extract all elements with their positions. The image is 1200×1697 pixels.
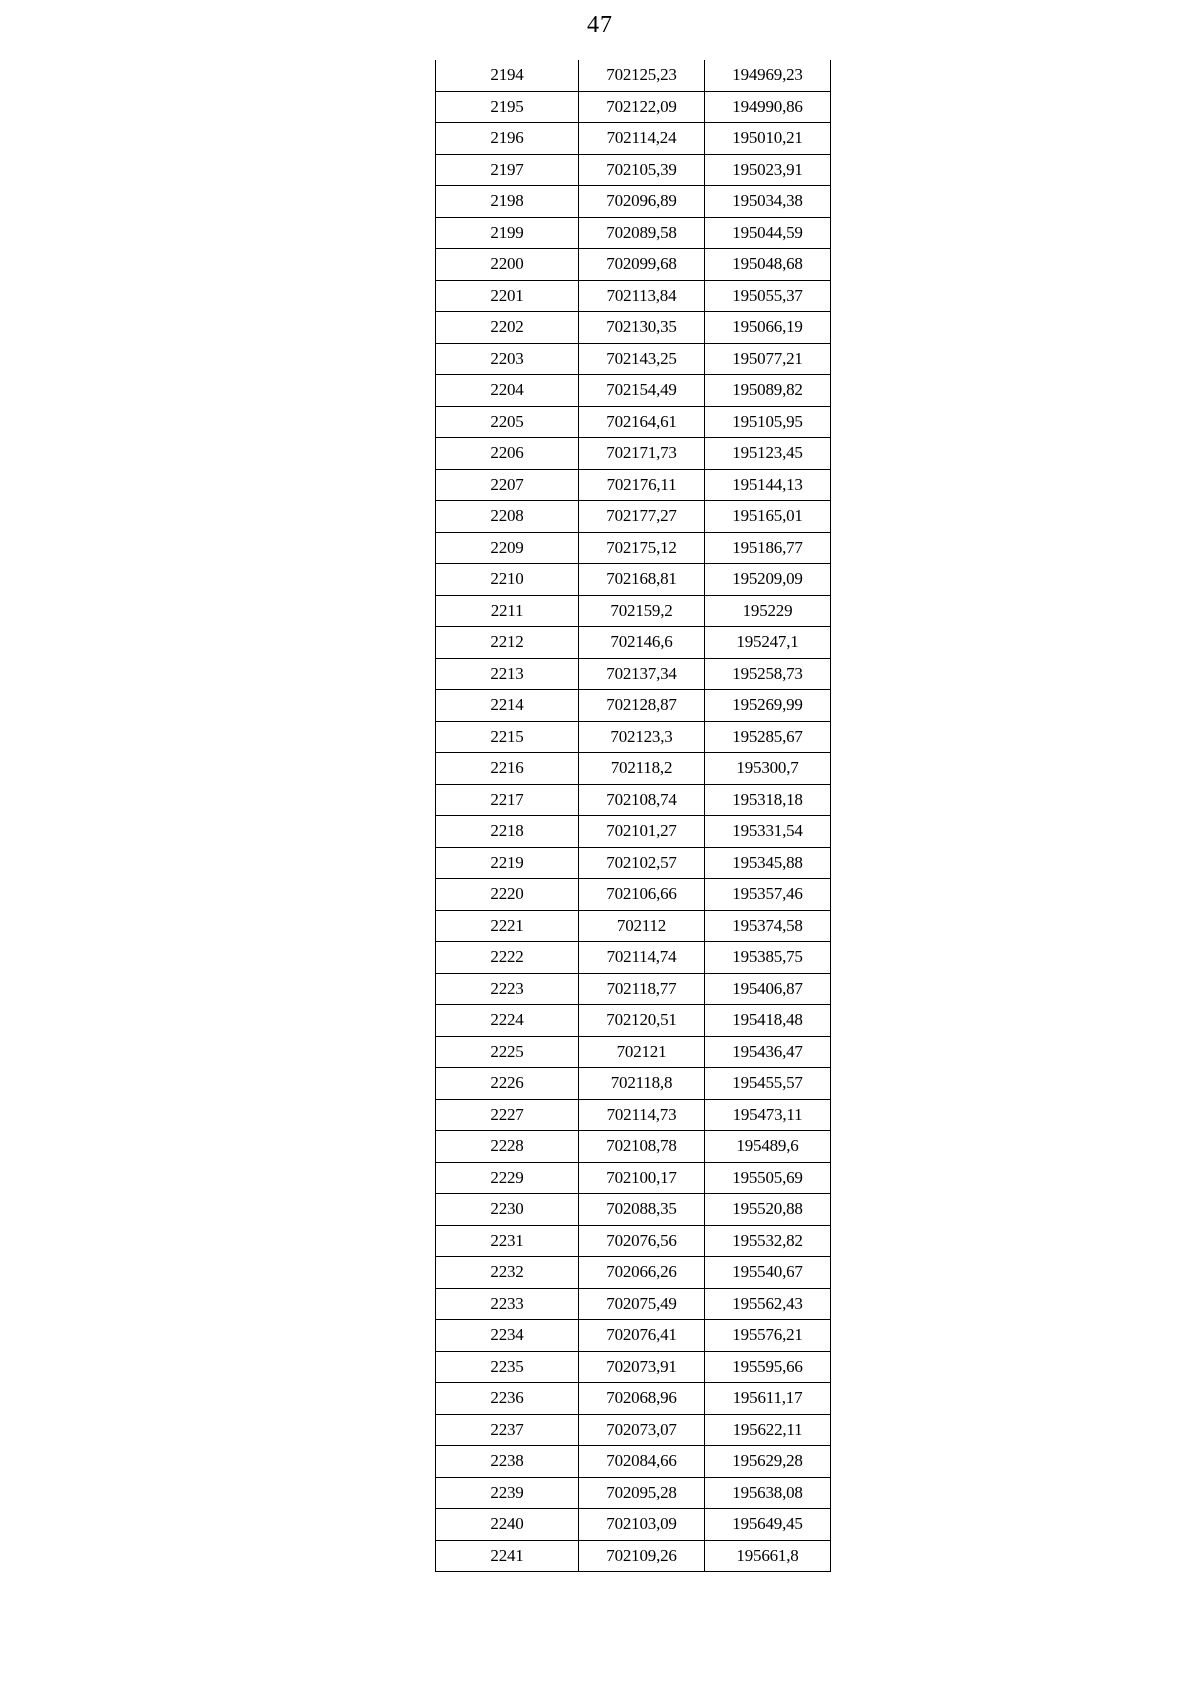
y-coordinate-cell: 195010,21 [705, 123, 831, 155]
coordinates-table [435, 60, 831, 1572]
table-row [436, 1005, 831, 1037]
point-number-cell: 2234 [436, 1320, 579, 1352]
x-coordinate-cell: 702089,58 [579, 217, 705, 249]
x-coordinate-cell: 702076,41 [579, 1320, 705, 1352]
y-coordinate-cell: 195023,91 [705, 154, 831, 186]
y-coordinate-cell: 195285,67 [705, 721, 831, 753]
point-number-cell: 2210 [436, 564, 579, 596]
x-coordinate-cell: 702143,25 [579, 343, 705, 375]
table-row [436, 784, 831, 816]
point-number-cell: 2204 [436, 375, 579, 407]
point-number-cell: 2197 [436, 154, 579, 186]
point-number-cell: 2207 [436, 469, 579, 501]
y-coordinate-cell: 195406,87 [705, 973, 831, 1005]
point-number-cell: 2237 [436, 1414, 579, 1446]
y-coordinate-cell: 195034,38 [705, 186, 831, 218]
point-number-cell: 2212 [436, 627, 579, 659]
table-row [436, 1540, 831, 1572]
x-coordinate-cell: 702068,96 [579, 1383, 705, 1415]
y-coordinate-cell: 195318,18 [705, 784, 831, 816]
point-number-cell: 2238 [436, 1446, 579, 1478]
point-number-cell: 2230 [436, 1194, 579, 1226]
point-number-cell: 2217 [436, 784, 579, 816]
x-coordinate-cell: 702176,11 [579, 469, 705, 501]
coordinates-table-body [436, 60, 831, 1572]
table-row [436, 1162, 831, 1194]
y-coordinate-cell: 195044,59 [705, 217, 831, 249]
table-row [436, 375, 831, 407]
point-number-cell: 2236 [436, 1383, 579, 1415]
y-coordinate-cell: 195089,82 [705, 375, 831, 407]
y-coordinate-cell: 195455,57 [705, 1068, 831, 1100]
table-row [436, 564, 831, 596]
x-coordinate-cell: 702128,87 [579, 690, 705, 722]
x-coordinate-cell: 702118,77 [579, 973, 705, 1005]
point-number-cell: 2195 [436, 91, 579, 123]
point-number-cell: 2226 [436, 1068, 579, 1100]
y-coordinate-cell: 195505,69 [705, 1162, 831, 1194]
table-row [436, 879, 831, 911]
table-row [436, 1414, 831, 1446]
point-number-cell: 2216 [436, 753, 579, 785]
x-coordinate-cell: 702114,24 [579, 123, 705, 155]
y-coordinate-cell: 195374,58 [705, 910, 831, 942]
x-coordinate-cell: 702159,2 [579, 595, 705, 627]
point-number-cell: 2202 [436, 312, 579, 344]
x-coordinate-cell: 702073,91 [579, 1351, 705, 1383]
y-coordinate-cell: 195595,66 [705, 1351, 831, 1383]
table-row [436, 690, 831, 722]
point-number-cell: 2240 [436, 1509, 579, 1541]
y-coordinate-cell: 195300,7 [705, 753, 831, 785]
table-row [436, 1477, 831, 1509]
y-coordinate-cell: 195418,48 [705, 1005, 831, 1037]
table-row [436, 721, 831, 753]
point-number-cell: 2227 [436, 1099, 579, 1131]
x-coordinate-cell: 702164,61 [579, 406, 705, 438]
y-coordinate-cell: 195331,54 [705, 816, 831, 848]
x-coordinate-cell: 702114,73 [579, 1099, 705, 1131]
point-number-cell: 2213 [436, 658, 579, 690]
x-coordinate-cell: 702118,8 [579, 1068, 705, 1100]
point-number-cell: 2208 [436, 501, 579, 533]
y-coordinate-cell: 195066,19 [705, 312, 831, 344]
x-coordinate-cell: 702100,17 [579, 1162, 705, 1194]
y-coordinate-cell: 195649,45 [705, 1509, 831, 1541]
table-row [436, 154, 831, 186]
y-coordinate-cell: 195258,73 [705, 658, 831, 690]
point-number-cell: 2201 [436, 280, 579, 312]
y-coordinate-cell: 195055,37 [705, 280, 831, 312]
table-row [436, 1351, 831, 1383]
point-number-cell: 2219 [436, 847, 579, 879]
x-coordinate-cell: 702122,09 [579, 91, 705, 123]
y-coordinate-cell: 195123,45 [705, 438, 831, 470]
table-row [436, 1257, 831, 1289]
x-coordinate-cell: 702066,26 [579, 1257, 705, 1289]
y-coordinate-cell: 194969,23 [705, 60, 831, 91]
y-coordinate-cell: 195576,21 [705, 1320, 831, 1352]
table-row [436, 217, 831, 249]
y-coordinate-cell: 195520,88 [705, 1194, 831, 1226]
x-coordinate-cell: 702109,26 [579, 1540, 705, 1572]
point-number-cell: 2228 [436, 1131, 579, 1163]
table-row [436, 1509, 831, 1541]
table-row [436, 123, 831, 155]
table-row [436, 1320, 831, 1352]
x-coordinate-cell: 702113,84 [579, 280, 705, 312]
x-coordinate-cell: 702112 [579, 910, 705, 942]
point-number-cell: 2221 [436, 910, 579, 942]
y-coordinate-cell: 194990,86 [705, 91, 831, 123]
point-number-cell: 2206 [436, 438, 579, 470]
table-row [436, 595, 831, 627]
x-coordinate-cell: 702130,35 [579, 312, 705, 344]
y-coordinate-cell: 195165,01 [705, 501, 831, 533]
x-coordinate-cell: 702120,51 [579, 1005, 705, 1037]
x-coordinate-cell: 702125,23 [579, 60, 705, 91]
y-coordinate-cell: 195077,21 [705, 343, 831, 375]
point-number-cell: 2200 [436, 249, 579, 281]
x-coordinate-cell: 702108,74 [579, 784, 705, 816]
x-coordinate-cell: 702101,27 [579, 816, 705, 848]
y-coordinate-cell: 195105,95 [705, 406, 831, 438]
table-row [436, 280, 831, 312]
point-number-cell: 2235 [436, 1351, 579, 1383]
y-coordinate-cell: 195229 [705, 595, 831, 627]
table-row [436, 1099, 831, 1131]
y-coordinate-cell: 195489,6 [705, 1131, 831, 1163]
table-row [436, 60, 831, 91]
point-number-cell: 2205 [436, 406, 579, 438]
x-coordinate-cell: 702095,28 [579, 1477, 705, 1509]
table-row [436, 343, 831, 375]
x-coordinate-cell: 702114,74 [579, 942, 705, 974]
table-row [436, 1383, 831, 1415]
table-row [436, 627, 831, 659]
y-coordinate-cell: 195540,67 [705, 1257, 831, 1289]
x-coordinate-cell: 702076,56 [579, 1225, 705, 1257]
table-row [436, 1036, 831, 1068]
table-row [436, 312, 831, 344]
x-coordinate-cell: 702175,12 [579, 532, 705, 564]
x-coordinate-cell: 702073,07 [579, 1414, 705, 1446]
x-coordinate-cell: 702088,35 [579, 1194, 705, 1226]
table-row [436, 469, 831, 501]
x-coordinate-cell: 702171,73 [579, 438, 705, 470]
point-number-cell: 2239 [436, 1477, 579, 1509]
point-number-cell: 2223 [436, 973, 579, 1005]
x-coordinate-cell: 702168,81 [579, 564, 705, 596]
y-coordinate-cell: 195209,09 [705, 564, 831, 596]
x-coordinate-cell: 702103,09 [579, 1509, 705, 1541]
x-coordinate-cell: 702084,66 [579, 1446, 705, 1478]
y-coordinate-cell: 195144,13 [705, 469, 831, 501]
point-number-cell: 2222 [436, 942, 579, 974]
point-number-cell: 2229 [436, 1162, 579, 1194]
table-row [436, 1131, 831, 1163]
table-row [436, 910, 831, 942]
table-row [436, 1194, 831, 1226]
y-coordinate-cell: 195611,17 [705, 1383, 831, 1415]
point-number-cell: 2232 [436, 1257, 579, 1289]
point-number-cell: 2209 [436, 532, 579, 564]
table-row [436, 91, 831, 123]
point-number-cell: 2199 [436, 217, 579, 249]
y-coordinate-cell: 195269,99 [705, 690, 831, 722]
table-row [436, 1288, 831, 1320]
table-row [436, 1446, 831, 1478]
y-coordinate-cell: 195357,46 [705, 879, 831, 911]
table-row [436, 406, 831, 438]
x-coordinate-cell: 702099,68 [579, 249, 705, 281]
y-coordinate-cell: 195436,47 [705, 1036, 831, 1068]
y-coordinate-cell: 195532,82 [705, 1225, 831, 1257]
point-number-cell: 2211 [436, 595, 579, 627]
table-row [436, 1225, 831, 1257]
table-row [436, 973, 831, 1005]
point-number-cell: 2218 [436, 816, 579, 848]
table-row [436, 532, 831, 564]
x-coordinate-cell: 702096,89 [579, 186, 705, 218]
y-coordinate-cell: 195661,8 [705, 1540, 831, 1572]
x-coordinate-cell: 702146,6 [579, 627, 705, 659]
table-row [436, 501, 831, 533]
point-number-cell: 2214 [436, 690, 579, 722]
x-coordinate-cell: 702108,78 [579, 1131, 705, 1163]
table-row [436, 186, 831, 218]
table-row [436, 753, 831, 785]
x-coordinate-cell: 702154,49 [579, 375, 705, 407]
table-row [436, 942, 831, 974]
y-coordinate-cell: 195473,11 [705, 1099, 831, 1131]
point-number-cell: 2224 [436, 1005, 579, 1037]
point-number-cell: 2215 [436, 721, 579, 753]
y-coordinate-cell: 195385,75 [705, 942, 831, 974]
point-number-cell: 2233 [436, 1288, 579, 1320]
point-number-cell: 2194 [436, 60, 579, 91]
point-number-cell: 2198 [436, 186, 579, 218]
table-row [436, 249, 831, 281]
y-coordinate-cell: 195622,11 [705, 1414, 831, 1446]
x-coordinate-cell: 702105,39 [579, 154, 705, 186]
y-coordinate-cell: 195048,68 [705, 249, 831, 281]
x-coordinate-cell: 702121 [579, 1036, 705, 1068]
y-coordinate-cell: 195345,88 [705, 847, 831, 879]
y-coordinate-cell: 195629,28 [705, 1446, 831, 1478]
table-row [436, 658, 831, 690]
y-coordinate-cell: 195638,08 [705, 1477, 831, 1509]
point-number-cell: 2220 [436, 879, 579, 911]
point-number-cell: 2241 [436, 1540, 579, 1572]
x-coordinate-cell: 702123,3 [579, 721, 705, 753]
x-coordinate-cell: 702118,2 [579, 753, 705, 785]
y-coordinate-cell: 195562,43 [705, 1288, 831, 1320]
y-coordinate-cell: 195186,77 [705, 532, 831, 564]
point-number-cell: 2225 [436, 1036, 579, 1068]
x-coordinate-cell: 702102,57 [579, 847, 705, 879]
x-coordinate-cell: 702137,34 [579, 658, 705, 690]
point-number-cell: 2196 [436, 123, 579, 155]
x-coordinate-cell: 702177,27 [579, 501, 705, 533]
x-coordinate-cell: 702106,66 [579, 879, 705, 911]
x-coordinate-cell: 702075,49 [579, 1288, 705, 1320]
table-row [436, 816, 831, 848]
y-coordinate-cell: 195247,1 [705, 627, 831, 659]
point-number-cell: 2203 [436, 343, 579, 375]
page-number: 47 [587, 12, 613, 38]
table-row [436, 438, 831, 470]
table-row [436, 847, 831, 879]
table-row [436, 1068, 831, 1100]
point-number-cell: 2231 [436, 1225, 579, 1257]
